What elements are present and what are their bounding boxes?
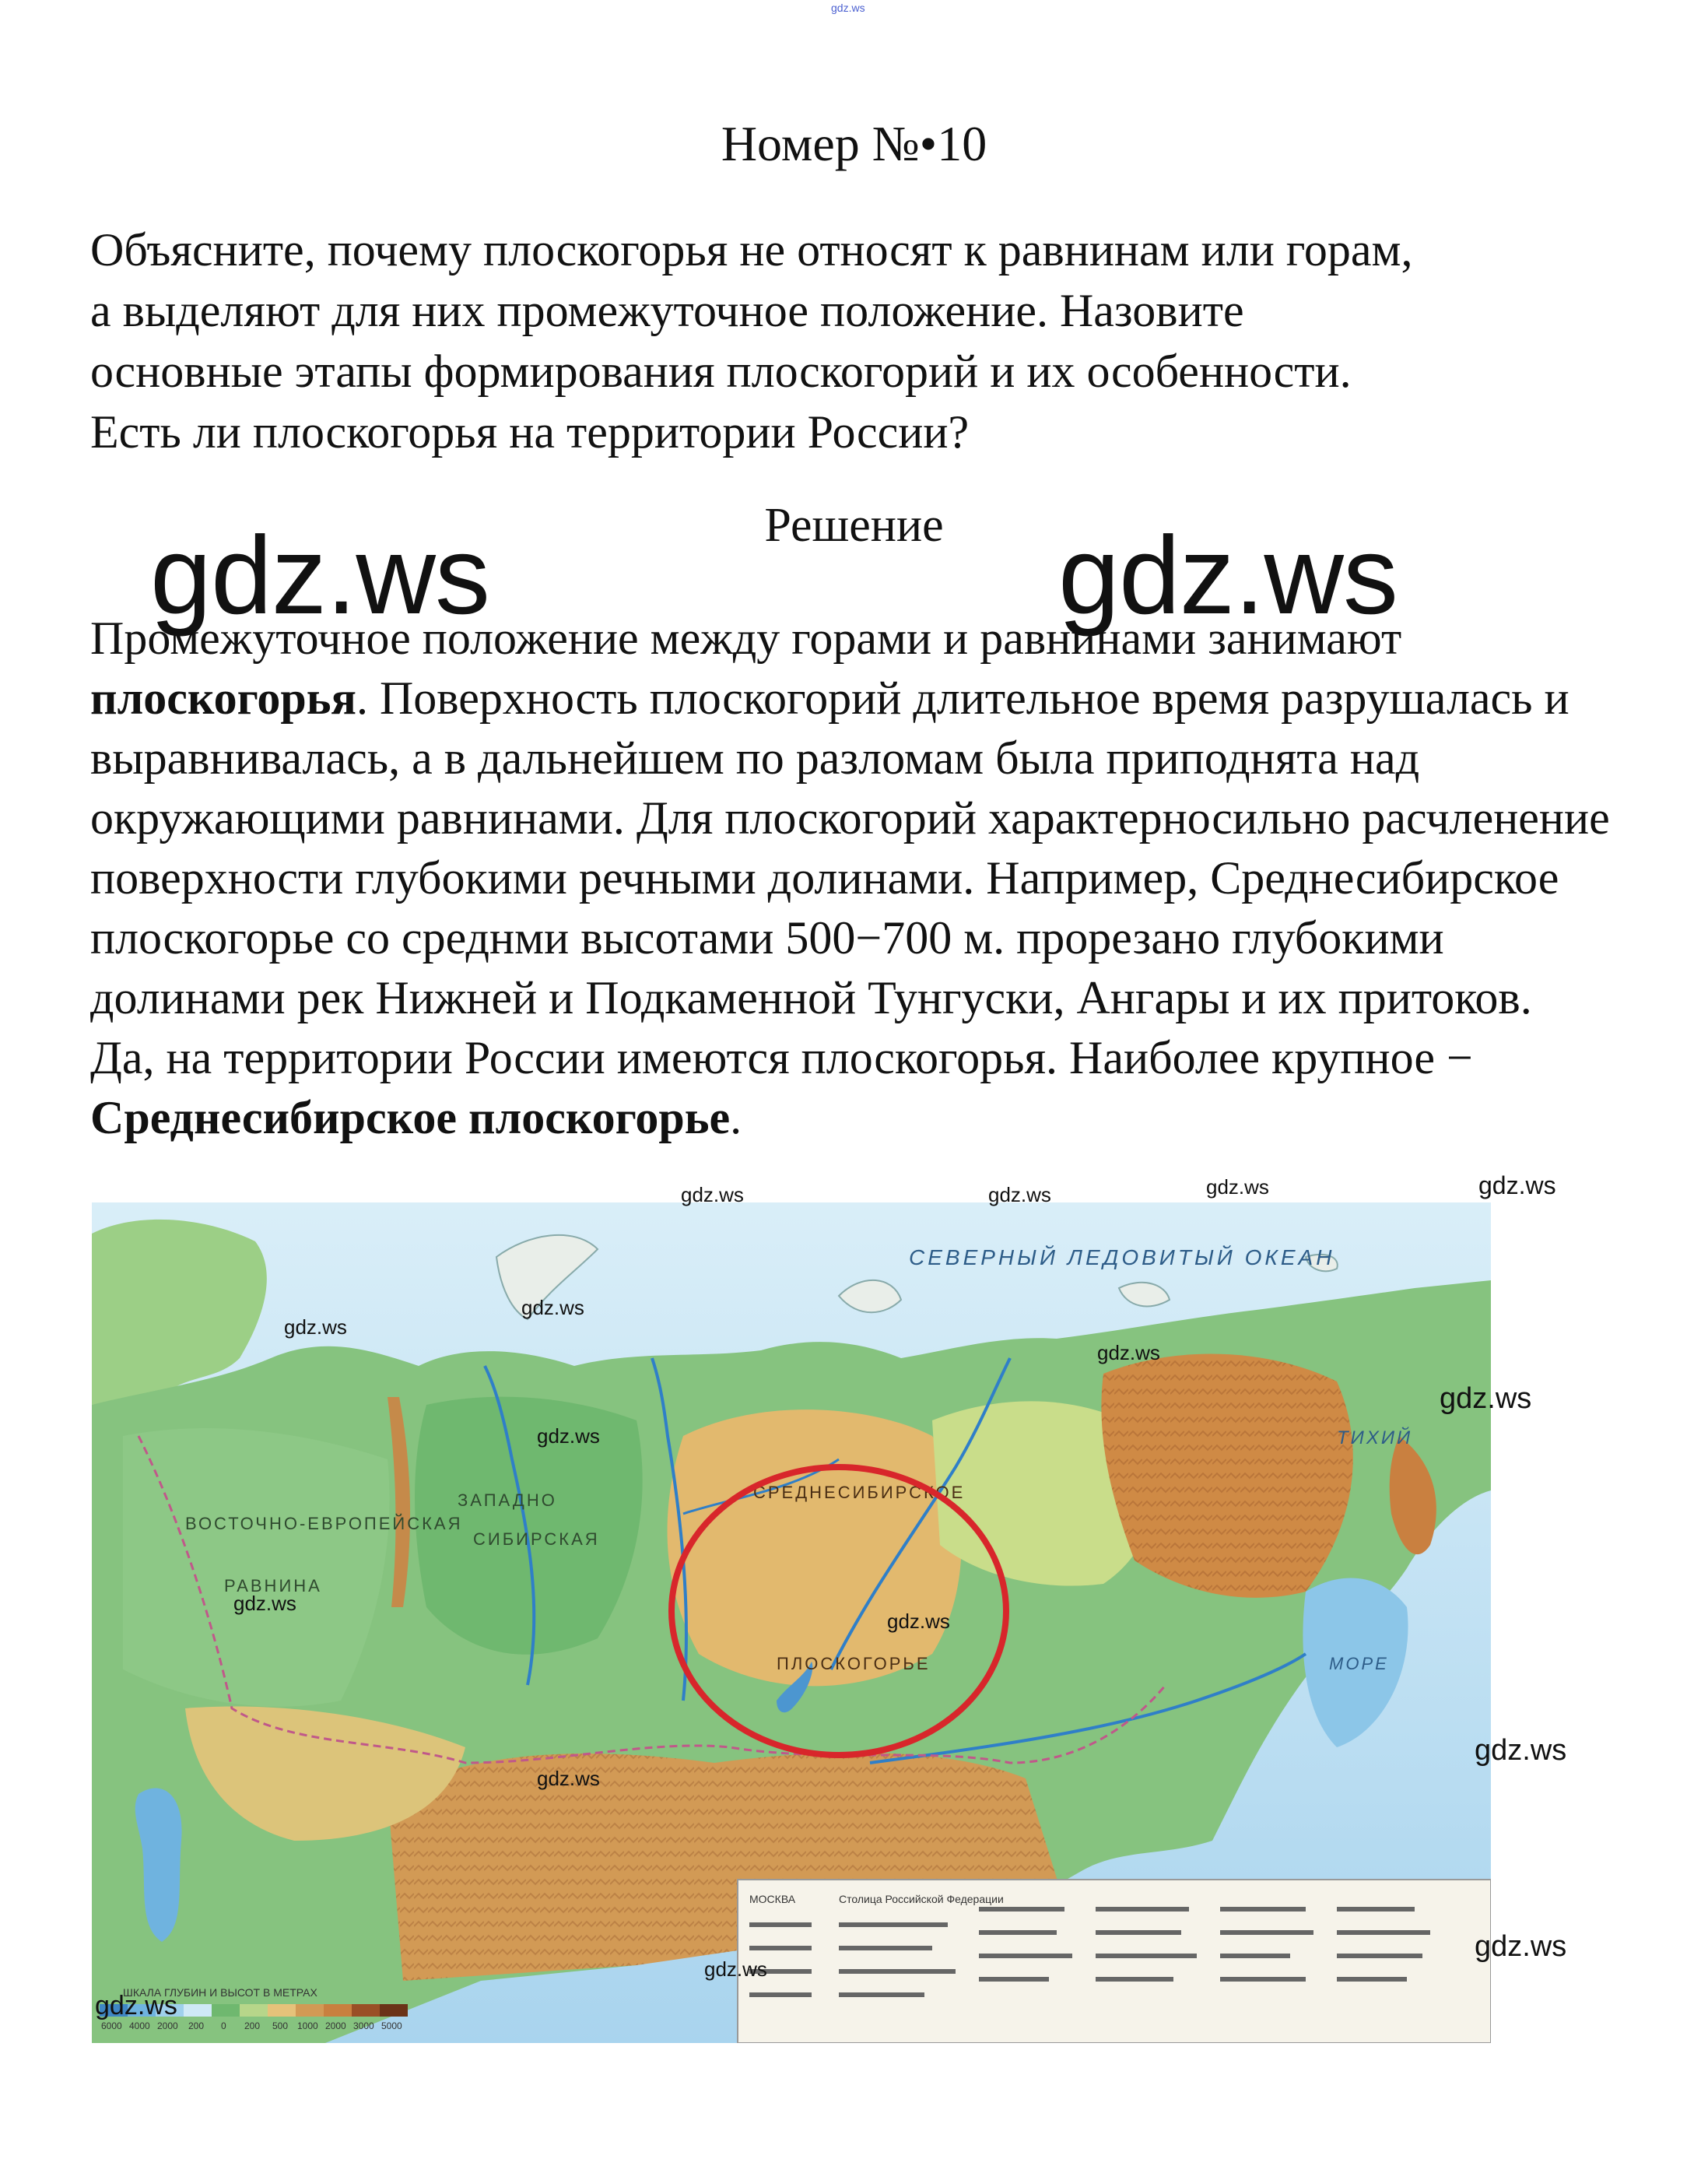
answer-text (90, 609, 1639, 1148)
map-label-pacific: ТИХИЙ (1337, 1427, 1413, 1448)
scale-value: 5000 (381, 2020, 402, 2031)
answer-p1-bold: плоскогорья (90, 672, 356, 724)
watermark: gdz.ws (681, 1183, 744, 1206)
answer-p2-bold: Среднесибирское плоскогорье (90, 1092, 731, 1143)
answer-p2-end: . (730, 1092, 742, 1143)
question-line: Есть ли плоскогорья на территории России? (90, 406, 970, 458)
watermark: gdz.ws (95, 1991, 177, 2020)
legend-moscow: МОСКВА (749, 1893, 796, 1905)
map-label-ocean: СЕВЕРНЫЙ ЛЕДОВИТЫЙ ОКЕАН (909, 1245, 1335, 1269)
watermark: gdz.ws (1206, 1175, 1269, 1199)
map-label-plateau-top: СРЕДНЕСИБИРСКОЕ (753, 1483, 966, 1502)
top-watermark: gdz.ws (831, 2, 865, 14)
watermark: gdz.ws (284, 1315, 347, 1339)
watermark: gdz.ws (704, 1957, 767, 1981)
answer-p1-rest: . Поверхность плоскогорий длительное время разрушалась и выравнивалась, а в дальнейшем по разломам была приподнята над окружающими равнинами. Для плоскогорий характерносильно расчленение поверхности глубокими речными долинами. Например, Среднесибирское плоскогорье со среднми высотами 500−700 м. прорезано глубокими долинами рек Нижней и Подкаменной Тунгуски, Ангары и их притоков. (90, 672, 1610, 1023)
answer-p1-start: Промежуточное положение между горами и равнинами занимают (90, 613, 1402, 664)
legend-capital: Столица Российской Федерации (839, 1893, 1004, 1905)
scale-title: ШКАЛА ГЛУБИН И ВЫСОТ В МЕТРАХ (123, 1986, 317, 1999)
map-label-plain: РАВНИНА (224, 1576, 322, 1596)
answer-paragraph-1 (90, 609, 1639, 1028)
question-text (90, 219, 1631, 462)
map-label-west2: СИБИРСКАЯ (473, 1529, 600, 1549)
scale-value: 4000 (129, 2020, 150, 2031)
watermark-big-right: gdz.ws (1058, 514, 1398, 637)
watermark: gdz.ws (887, 1610, 950, 1633)
solution-heading: Решение (764, 499, 944, 552)
scale-value: 200 (188, 2020, 205, 2031)
question-line: Объясните, почему плоскогорья не относят к равнинам или горам, (90, 224, 1413, 276)
map-far-east-relief (1101, 1354, 1352, 1598)
scale-value: 1000 (297, 2020, 318, 2031)
watermark: gdz.ws (521, 1296, 584, 1319)
watermark: gdz.ws (1478, 1171, 1556, 1199)
map-label-europe: ВОСТОЧНО-ЕВРОПЕЙСКАЯ (185, 1514, 463, 1533)
scale-value: 0 (221, 2020, 226, 2031)
map-label-plateau-bottom: ПЛОСКОГОРЬЕ (777, 1654, 931, 1673)
map-central-siberia (668, 1409, 962, 1686)
page-title: Номер №•10 (721, 116, 987, 171)
watermark: gdz.ws (537, 1424, 600, 1448)
watermark-big-left: gdz.ws (150, 514, 489, 637)
watermark: gdz.ws (1475, 1930, 1567, 1963)
scale-value: 2000 (157, 2020, 178, 2031)
watermark: gdz.ws (1440, 1382, 1532, 1415)
scale-labels (101, 2020, 402, 2031)
watermark: gdz.ws (988, 1183, 1051, 1206)
answer-p2-start: Да, на территории России имеются плоскогорья. Наиболее крупное − (90, 1032, 1473, 1083)
scale-value: 500 (272, 2020, 289, 2031)
scale-value: 200 (244, 2020, 261, 2031)
scale-value: 6000 (101, 2020, 122, 2031)
map-label-west: ЗАПАДНО (458, 1490, 557, 1510)
question-line: а выделяют для них промежуточное положение. Назовите (90, 285, 1244, 336)
watermark: gdz.ws (1475, 1734, 1567, 1767)
watermark: gdz.ws (537, 1767, 600, 1790)
scale-value: 3000 (353, 2020, 374, 2031)
question-line: основные этапы формирования плоскогорий и их особенности. (90, 346, 1352, 397)
answer-paragraph-2 (90, 1028, 1639, 1148)
map-label-sea: МОРЕ (1329, 1654, 1389, 1673)
watermark: gdz.ws (1097, 1341, 1160, 1364)
scale-value: 2000 (325, 2020, 346, 2031)
map-east-european-plain (123, 1428, 390, 1707)
watermark: gdz.ws (233, 1592, 296, 1615)
